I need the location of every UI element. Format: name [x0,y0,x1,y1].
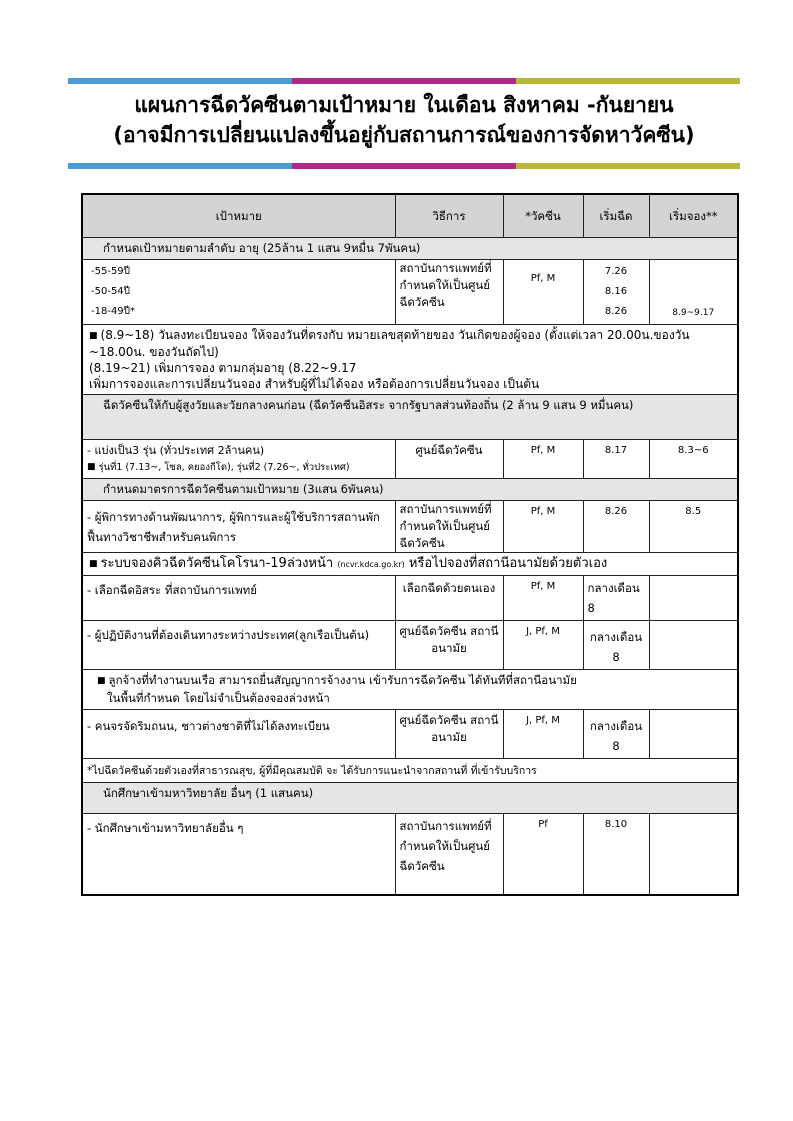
method-cell: สถาบันการแพทย์ที่กำหนดให้เป็นศูนย์ฉีดวัคซีน [395,501,503,553]
col-header-vaccine: *วัคซีน [503,194,583,238]
note-text: หรือไปจองที่สถานีอนามัยด้วยตัวเอง [404,556,608,571]
note-text: เพิ่มการจองและการเปลี่ยนวันจอง สำหรับผู้ที่ไม่ได้จอง หรือต้องการเปลี่ยนวันจอง เป็นต้น [89,377,540,391]
table-row [82,501,738,553]
method-cell: สถาบันการแพทย์ที่กำหนดให้เป็นศูนย์ฉีดวัคซีน [395,260,503,325]
vaccine-cell: J, Pf, M [503,710,583,759]
method-cell: เลือกฉีดด้วยตนเอง [395,576,503,621]
note-row [82,759,738,783]
section-title: กำหนดมาตรการฉีดวัคซีนตามเป้าหมาย (3แสน 6พันคน) [82,479,738,501]
start-cell: 8.10 [583,814,649,896]
booking-cell [649,621,738,670]
target-cell: - นักศึกษาเข้ามหาวิทยาลัยอื่น ๆ [82,814,395,896]
start-cell: กลางเดือน 8 [583,710,649,759]
note-text: *ไปฉีดวัคซีนด้วยตัวเองที่สาธารณสุข, ผู้ที่มีคุณสมบัติ จะ ได้รับการแนะนำจากสถานที่ ที่เข้ารับบริการ [82,759,738,783]
vaccine-cell: Pf, M [503,440,583,479]
top-color-bar [68,78,740,84]
section-title: ฉีดวัคซีนให้กับผู้สูงวัยและวัยกลางคนก่อน (ฉีดวัคซีนอิสระ จากรัฐบาลส่วนท้องถิ่น (2 ล้าน 9 แสน 9 หมื่นคน) [82,395,738,440]
booking-cell: 8.3~6 [649,440,738,479]
section-title: นักศึกษาเข้ามหาวิทยาลัย อื่นๆ (1 แสนคน) [82,783,738,814]
target-cell: - ผู้ปฏิบัติงานที่ต้องเดินทางระหว่างประเทศ(ลูกเรือเป็นต้น) [82,621,395,670]
note-text: ระบบจองคิวฉีดวัคซีนโคโรนา-19ล่วงหน้า [100,556,338,571]
method-cell: ศูนย์ฉีดวัคซีน [395,440,503,479]
table-row [82,260,738,325]
title-line-2: (อาจมีการเปลี่ยนแปลงขึ้นอยู่กับสถานการณ์ของการจัดหาวัคซีน) [113,123,695,147]
section-row-age [82,238,738,260]
table-row [82,576,738,621]
vaccine-cell: Pf, M [503,576,583,621]
note-text: (8.9~18) วันลงทะเบียนจอง ให้จองวันที่ตรงกับ หมายเลขสุดท้ายของ วันเกิดของผู้จอง (ตั้งแต่เวลา 20.00น.ของวัน ~18.00น. ของวันถัดไป) [89,328,690,359]
col-header-method: วิธีการ [395,194,503,238]
note-text: (8.19~21) เพิ่มการจอง ตามกลุ่มอายุ (8.22~9.17 [89,361,357,375]
target-cell: - แบ่งเป็น3 รุ่น (ทั่วประเทศ 2ล้านคน) ■ รุ่นที่1 (7.13~, โซล, คยองกีโด), รุ่นที่2 (7.26~, ทั่วประเทศ) [82,440,395,479]
start-cell: 8.26 [583,501,649,553]
vaccine-cell: Pf [503,814,583,896]
vaccine-cell: J, Pf, M [503,621,583,670]
table-row [82,440,738,479]
note-text: ในพื้นที่กำหนด โดยไม่จำเป็นต้องจองล่วงหน้า [107,691,330,705]
target-cell: - เลือกฉีดอิสระ ที่สถาบันการแพทย์ [82,576,395,621]
note-text: ลูกจ้างที่ทำงานบนเรือ สามารถยื่นสัญญาการจ้างงาน เข้ารับการฉีดวัคซีน ได้ทันทีที่สถานีอนามัย [108,673,577,687]
table-row [82,621,738,670]
method-cell: ศูนย์ฉีดวัคซีน สถานีอนามัย [395,710,503,759]
table-header-row [82,194,738,238]
booking-cell [649,576,738,621]
vaccination-plan-table [81,193,739,896]
bottom-color-bar [68,163,740,169]
start-cell: กลางเดือน 8 [583,576,649,621]
section-title: กำหนดเป้าหมายตามลำดับ อายุ (25ล้าน 1 แสน 9หมื่น 7พันคน) [82,238,738,260]
start-cell: 7.26 8.16 8.26 [583,260,649,325]
method-cell: สถาบันการแพทย์ที่กำหนดให้เป็นศูนย์ฉีดวัคซีน [395,814,503,896]
booking-cell [649,814,738,896]
section-row-elderly [82,395,738,440]
col-header-booking: เริ่มจอง** [649,194,738,238]
vaccine-cell: Pf, M [503,501,583,553]
method-cell: ศูนย์ฉีดวัคซีน สถานีอนามัย [395,621,503,670]
booking-cell [649,710,738,759]
target-cell: - คนจรจัดริมถนน, ชาวต่างชาติที่ไม่ได้ลงทะเบียน [82,710,395,759]
col-header-target: เป้าหมาย [82,194,395,238]
note-row: ■ ลูกจ้างที่ทำงานบนเรือ สามารถยื่นสัญญาการจ้างงาน เข้ารับการฉีดวัคซีน ได้ทันทีที่สถานีอนามัย ในพื้นที่กำหนด โดยไม่จำเป็นต้องจองล่วงหน้า [82,670,738,710]
page-title [68,90,740,150]
vaccine-cell: Pf, M [503,260,583,325]
table-row [82,814,738,896]
note-row: ■ ระบบจองคิวฉีดวัคซีนโคโรนา-19ล่วงหน้า (ncvr.kdca.go.kr) หรือไปจองที่สถานีอนามัยด้วยตัวเอง [82,553,738,576]
target-cell: - ผู้พิการทางด้านพัฒนาการ, ผู้พิการและผู้ใช้บริการสถานพักฟื้นทางวิชาชีพสำหรับคนพิการ [82,501,395,553]
title-line-1: แผนการฉีดวัคซีนตามเป้าหมาย ในเดือน สิงหาคม -กันยายน [134,93,674,117]
booking-cell: 8.5 [649,501,738,553]
note-row: ■ (8.9~18) วันลงทะเบียนจอง ให้จองวันที่ตรงกับ หมายเลขสุดท้ายของ วันเกิดของผู้จอง (ตั้งแต่เวลา 20.00น.ของวัน ~18.00น. ของวันถัดไป) (8.19~21) เพิ่มการจอง ตามกลุ่มอายุ (8.22~9.17 เพิ่มการจองและการเปลี่ยนวันจอง สำหรับผู้ที่ไม่ได้จอง หรือต้องการเปลี่ยนวันจอง เป็นต้น [82,325,738,395]
section-row-targeted [82,479,738,501]
start-cell: กลางเดือน 8 [583,621,649,670]
booking-url: (ncvr.kdca.go.kr) [337,560,405,569]
table-row [82,710,738,759]
col-header-start: เริ่มฉีด [583,194,649,238]
start-cell: 8.17 [583,440,649,479]
booking-cell: 8.9~9.17 [649,260,738,325]
section-row-students [82,783,738,814]
target-cell: -55-59ปี -50-54ปี -18-49ปี* [82,260,395,325]
